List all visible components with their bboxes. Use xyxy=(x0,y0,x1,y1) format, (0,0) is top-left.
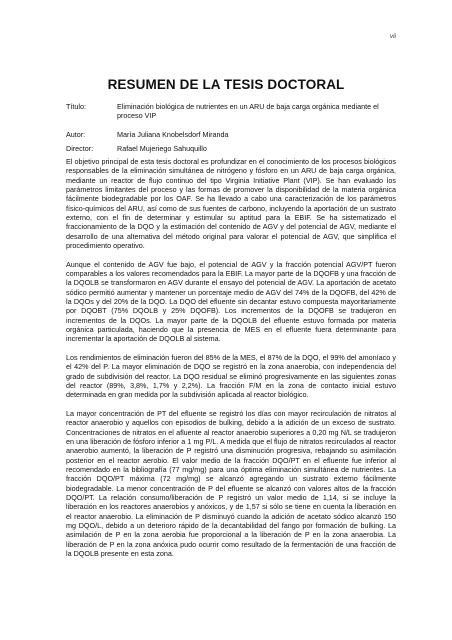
director-label: Director: xyxy=(66,144,94,153)
abstract-paragraph: El objetivo principal de esta tesis doctoral es profundizar en el conocimiento de los procesos biológicos responsables de la eliminación simultánea de nitrógeno y fósforo en un ARU de baja carga orgánica, mediante un reactor de flujo continuo del tipo Virginia Initiative Plant (VIP). Se han evaluado los parámetros limitantes del proceso y las formas de promover la disponibilidad de la materia orgánica fácilmente biodegradable por los OAF. Se ha llevado a cabo una caracterización de los parámetros físico-químicos del ARU, así como de sus fuentes de carbono, incluyendo la aportación de un sustrato externo, con el fin de determinar y estimular su aptitud para la EBIF. Se ha sistematizado el fraccionamiento de la DQO y la estimación del contenido de AGV y del potencial de AGV, mediante el desarrollo de una alternativa del método original para valorar el potencial de AGV, que simplifica el procedimiento operativo. xyxy=(66,157,396,251)
abstract-body xyxy=(66,157,396,568)
abstract-paragraph: Los rendimientos de eliminación fueron del 85% de la MES, el 87% de la DQO, el 99% del amoníaco y el 42% del P. La mayor eliminación de DQO se registró en la zona anaerobia, con independencia del grado de subdivisión del reactor. La DQO residual se eliminó progresivamente en las siguientes zonas del reactor (89%, 3,8%, 1,7% y 2,2%). La fracción F/M en la zona de contacto inicial estuvo determinada en gran medida por la subdivisión aplicada al reactor biológico. xyxy=(66,352,396,400)
page-title: RESUMEN DE LA TESIS DOCTORAL xyxy=(107,77,345,92)
abstract-paragraph: Aunque el contenido de AGV fue bajo, el potencial de AGV y la fracción potencial AGV/PT fueron comparables a los valores recomendados para la EBIF. La mayor parte de la DQOFB y una fracción de la DQOLB se transformaron en AGV durante el ensayo del potencial de AGV. La aportación de acetato sódico permitió aumentar y mantener un porcentaje medio de AGV del 74% de la DQOFB, del 42% de la DQOs y del 20% de la DQO. La DQO del efluente sin decantar estuvo compuesta mayoritariamente por DQOBT (75% DQOLB y 25% DQOFB). Los incrementos de la DQOFB se tradujeron en incrementos de la DQOs. La mayor parte de la DQOLB del efluente estuvo formada por materia orgánica particulada, haciendo que la presencia de MES en el efluente fuera determinante para incrementar la aportación de DQOLB al sistema. xyxy=(66,259,396,344)
author-label: Autor: xyxy=(66,130,86,139)
director-value: Rafael Mujeriego Sahuquillo xyxy=(117,144,207,153)
abstract-paragraph: La mayor concentración de PT del efluente se registró los días con mayor recirculación de nitratos al reactor anaerobio y aquellos con episodios de bulking, debido a la adición de un exceso de sustrato. Concentraciones de nitratos en el afluente al reactor anaerobio superiores a 0,20 mg N/L se tradujeron en una liberación de fósforo inferior a 1 mg P/L. A medida que el flujo de nitratos recirculados al reactor anaerobio aumentó, la liberación de P registró una disminución progresiva, rebajando su asimilación posterior en el reactor aerobio. El valor medio de la fracción DQO/PT en el efluente fue inferior al recomendado en la bibliografía (77 mg/mg) para una óptima eliminación simultánea de nutrientes. La fracción DQO/PT máxima (72 mg/mg) se alcanzó agregando un sustrato externo fácilmente biodegradable. La menor concentración de P del efluente se alcanzó con valores altos de la fracción DQO/PT. La relación consumo/liberación de P registró un valor medio de 1,14, si se incluye la liberación en los reactores anaerobios y anóxicos, y de 1,57 si sólo se tiene en cuenta la liberación en el reactor anaerobio. La eliminación de P disminuyó cuando la adición de acetato sódico alcanzó 150 mg DQO/L, debido a un deterioro rápido de la decantabilidad del fango por formación de bulking. La asimilación de P en la zona aerobia fue proporcional a la liberación de P en la zona anaerobia. La liberación de P en la zona anóxica pudo ocurrir como resultado de la fermentación de una fracción de la DQOLB presente en esta zona. xyxy=(66,408,396,558)
author-value: María Juliana Knobelsdorf Miranda xyxy=(117,130,229,139)
page-number: vii xyxy=(389,33,396,40)
thesis-title-value: Eliminación biológica de nutrientes en un ARU de baja carga orgánica mediante el proceso VIP xyxy=(117,102,379,120)
thesis-title-label: Título: xyxy=(66,102,86,111)
